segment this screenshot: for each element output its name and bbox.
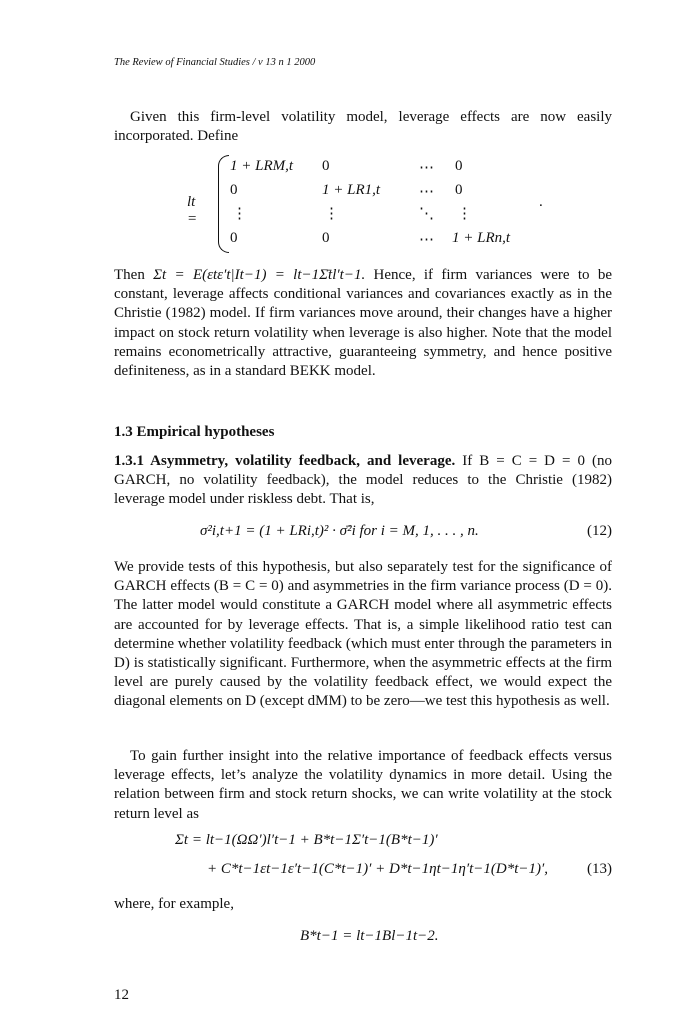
then-rest: Hence, if firm variances were to be constant, leverage affects conditional variances and covariances exactly as in the Christie (1982) model. If firm variances move around, their changes have a higher impact on stock return volatility when leverage is also higher. Note that the model remains econometrically attractive, guaranteeing symmetry, and hence positive definiteness, as in a standard BEKK model. — [114, 267, 612, 380]
paragraph-intro: Given this firm-level volatility model, leverage effects are now easily incorporated. Define — [114, 109, 612, 145]
page-number: 12 — [114, 987, 129, 1003]
matrix-cell: ⋯ — [419, 232, 434, 248]
matrix-cell: 0 — [230, 182, 238, 198]
matrix-lhs: lt = — [187, 194, 198, 227]
matrix-cell: ⋮ — [324, 206, 339, 222]
matrix-left-paren — [218, 155, 229, 253]
section-title: 1.3 Empirical hypotheses — [114, 424, 275, 440]
sigma-equation: Σt = E(εtε′t|It−1) = lt−1Σ̄tl′t−1. — [153, 267, 366, 283]
matrix-cell: 0 — [322, 158, 330, 174]
matrix-cell: 0 — [230, 230, 238, 246]
paragraph-insight: To gain further insight into the relative importance of feedback effects versus leverage effects, let’s analyze the volatility dynamics in more detail. Using the relation between firm and stock return shocks, we can write volatility at the stock return level as — [114, 748, 612, 822]
asymmetry-rest: If B = C = D = 0 (no GARCH, no volatility feedback), the model reduces to the Christie (1982) leverage model under riskless debt. That is, — [114, 453, 612, 508]
matrix-trail: . — [539, 194, 543, 210]
then-lead: Then — [114, 267, 154, 283]
equation-12: σ²i,t+1 = (1 + LRi,t)² · σ̄²i for i = M, 1, . . . , n. — [200, 523, 479, 539]
matrix-cell: 1 + LRM,t — [230, 158, 294, 174]
paragraph-example: where, for example, — [114, 896, 234, 912]
equation-13-number: (13) — [587, 861, 612, 877]
paragraph-asymmetry — [114, 452, 612, 510]
running-head: The Review of Financial Studies / v 13 n 1 2000 — [114, 57, 316, 68]
equation-b-star: B*t−1 = lt−1Bl−1t−2. — [300, 928, 439, 944]
matrix-cell: 1 + LR1,t — [322, 182, 381, 198]
matrix-cell: ⋯ — [419, 160, 434, 176]
matrix-cell: 0 — [455, 182, 463, 198]
matrix-cell: ⋮ — [457, 206, 472, 222]
matrix-cell: ⋮ — [232, 206, 247, 222]
equation-12-number: (12) — [587, 523, 612, 539]
matrix-cell: 0 — [455, 158, 463, 174]
matrix-cell: ⋱ — [419, 206, 434, 222]
paragraph-tests: We provide tests of this hypothesis, but also separately test for the significance of GARCH effects (B = C = 0) and asymmetries in the firm variance process (D = 0). The latter model would constitute a GARCH model where all asymmetric effects are accounted for by leverage effects. That is, a simple likelihood ratio test can determine whether volatility feedback (which must enter through the parameters in D) is statistically significant. Furthermore, when the asymmetric effects at the firm level are purely caused by the volatility feedback effect, we would expect the diagonal elements on D (except dMM) to be zero—we test this hypothesis as well. — [114, 559, 612, 710]
subsection-title: 1.3.1 Asymmetry, volatility feedback, and leverage. — [114, 453, 456, 469]
paragraph-then — [114, 266, 612, 381]
matrix-cell: 1 + LRn,t — [452, 230, 511, 246]
equation-13-line2: + C*t−1εt−1ε′t−1(C*t−1)′ + D*t−1ηt−1η′t−1(D*t−1)′, — [207, 861, 549, 877]
matrix-cell: ⋯ — [419, 184, 434, 200]
matrix-cell: 0 — [322, 230, 330, 246]
equation-13-line1: Σt = lt−1(ΩΩ′)l′t−1 + B*t−1Σ′t−1(B*t−1)′ — [175, 832, 438, 848]
